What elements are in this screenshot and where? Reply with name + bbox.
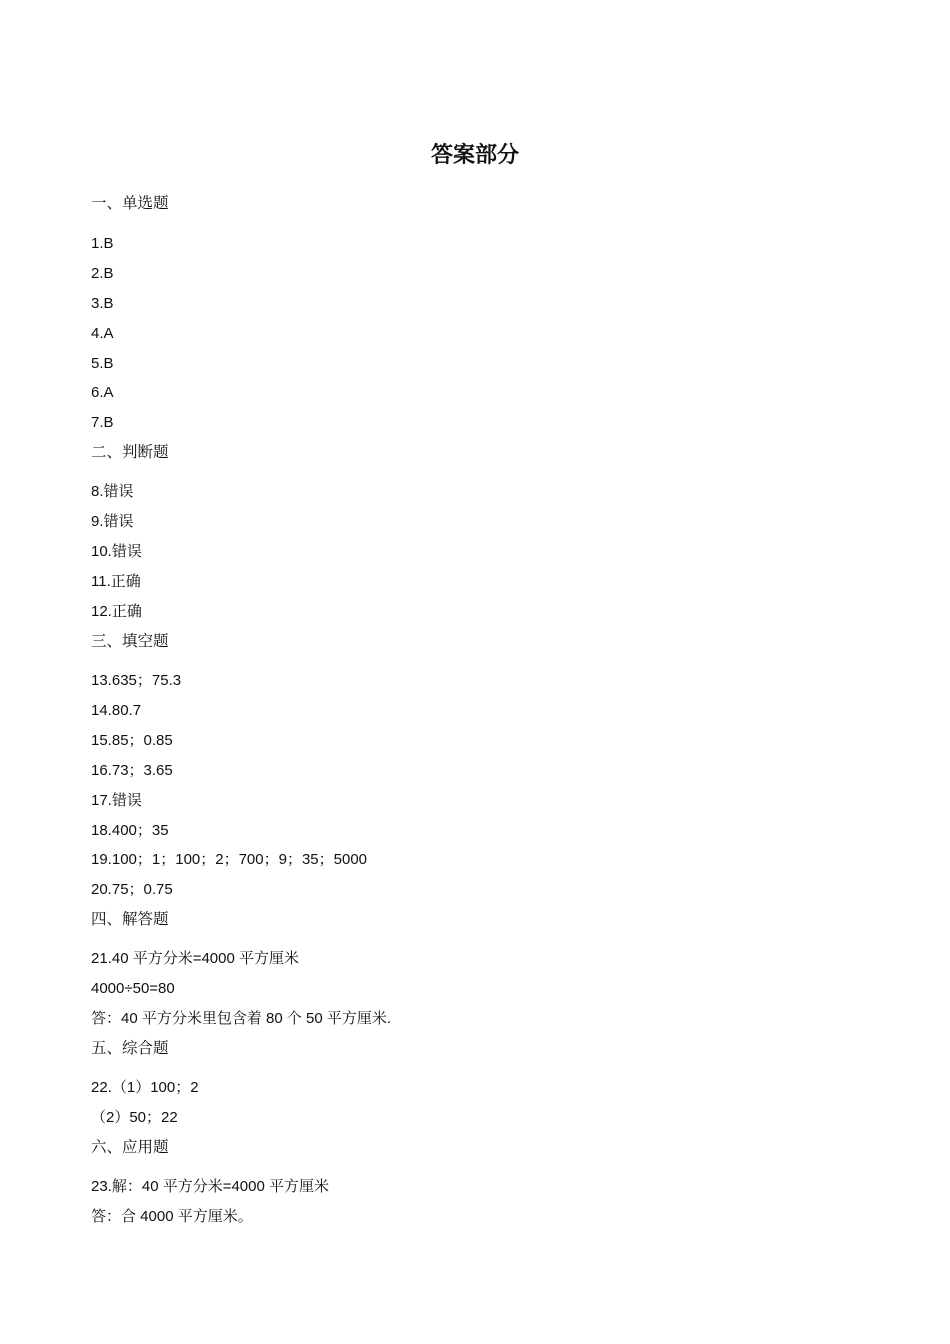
section-heading-solve: 四、解答题 xyxy=(91,911,169,928)
answer-line: 4000÷50=80 xyxy=(91,980,175,997)
section-heading-true-false: 二、判断题 xyxy=(91,444,169,461)
answer-line: 3.B xyxy=(91,295,114,312)
section-heading-application: 六、应用题 xyxy=(91,1139,169,1156)
answer-line: 21.40 平方分米=4000 平方厘米 xyxy=(91,950,300,967)
answer-line: 8.错误 xyxy=(91,483,134,500)
section-heading-comprehensive: 五、综合题 xyxy=(91,1040,169,1057)
answer-line: 18.400；35 xyxy=(91,822,169,839)
answer-line: 5.B xyxy=(91,355,114,372)
section-heading-fill-blank: 三、填空题 xyxy=(91,633,169,650)
answer-line: 2.B xyxy=(91,265,114,282)
answer-line: （2）50；22 xyxy=(91,1109,178,1126)
section-heading-single-choice: 一、单选题 xyxy=(91,195,169,212)
answer-line: 13.635；75.3 xyxy=(91,672,182,689)
page-title: 答案部分 xyxy=(430,142,519,167)
answer-line: 19.100；1；100；2；700；9；35；5000 xyxy=(91,851,368,868)
answer-line: 17.错误 xyxy=(91,792,142,809)
answer-line: 12.正确 xyxy=(91,603,142,620)
answer-line: 7.B xyxy=(91,414,114,431)
answer-line: 14.80.7 xyxy=(91,702,142,719)
answer-line: 11.正确 xyxy=(91,573,141,590)
answer-line: 答：合 4000 平方厘米。 xyxy=(91,1208,253,1225)
answer-line: 10.错误 xyxy=(91,543,142,560)
answer-line: 15.85；0.85 xyxy=(91,732,173,749)
answer-line: 答：40 平方分米里包含着 80 个 50 平方厘米. xyxy=(91,1010,392,1027)
answer-line: 6.A xyxy=(91,384,114,401)
answer-line: 9.错误 xyxy=(91,513,134,530)
answer-line: 23.解：40 平方分米=4000 平方厘米 xyxy=(91,1178,330,1195)
answer-line: 22.（1）100；2 xyxy=(91,1079,199,1096)
answer-line: 20.75；0.75 xyxy=(91,881,173,898)
answer-line: 16.73；3.65 xyxy=(91,762,173,779)
answer-line: 4.A xyxy=(91,325,114,342)
answer-line: 1.B xyxy=(91,235,114,252)
